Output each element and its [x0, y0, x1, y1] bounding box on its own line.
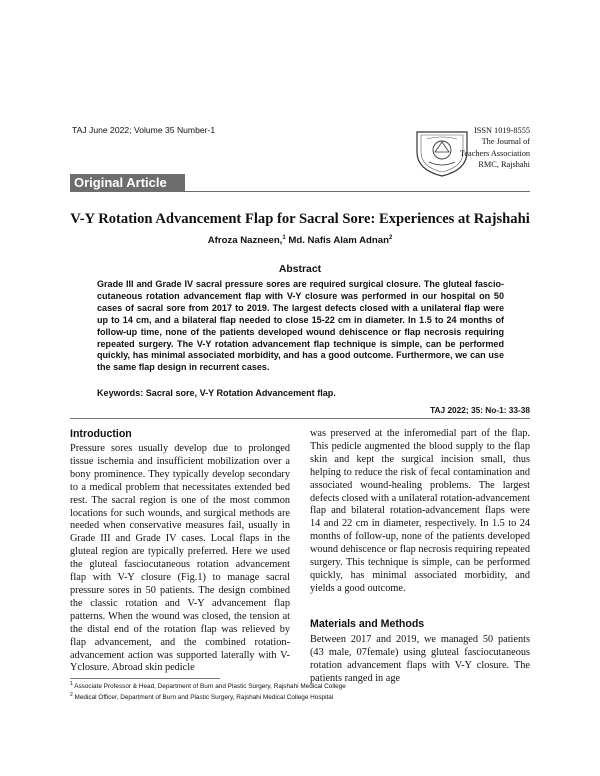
- keywords: Keywords: Sacral sore, V-Y Rotation Advancement flap.: [97, 388, 336, 398]
- introduction-heading: Introduction: [70, 428, 132, 440]
- association-line: Teachers Association: [459, 148, 530, 158]
- article-title: V-Y Rotation Advancement Flap for Sacral Sore: Experiences at Rajshahi: [70, 211, 530, 227]
- author-list: [70, 235, 530, 246]
- citation-line: TAJ 2022; 35: No-1: 33-38: [430, 405, 530, 415]
- abstract-text: Grade III and Grade IV sacral pressure sores are required surgical closure. The gluteal fascio-cutaneous rotation advancement flap with V-Y closure was performed in our hospital on 50 cases of sacral sore from 2017 to 2019. The largest defects closed with a unilateral flap were up to 14 cm, and a bilateral flap needed to close 15-22 cm in diameter. In 1.5 to 24 months of follow-up time, none of the patients developed wound dehiscence or flap necrosis requiring repeated surgery. The V-Y rotation advancement flap technique is simple, can be performed quickly, has minimal associated morbidity, and has a good outcome. Furthermore, we can use the same flap design in recurrent cases.: [97, 279, 504, 373]
- author-affiliation-mark: 2: [388, 235, 393, 241]
- abstract-heading: Abstract: [278, 264, 322, 275]
- author-name: Md. Nafis Alam Adnan: [285, 235, 389, 247]
- introduction-text: Pressure sores usually develop due to prolonged tissue ischemia and insufficient mobilization over a bony prominence. They typically develop secondary to a medical problem that necessitates extended bed rest. The sacral region is one of the most common locations for such wounds, and surgical methods are needed when conservative measures fail, usually in Grade III and Grade IV cases. Local flaps in the gluteal region are typically preferred. Here we used the gluteal fasciocutaneous rotation advancement flap with V-Y closure (Fig.1) to manage sacral pressure sores in 50 patients. The design combined the classic rotation and V-Y advancement flap patterns. When the wound was closed, the tension at the distal end of the rotation flap was relieved by flap advancement, and the combined rotation-advancement action was supported laterally with V-Yclosure. Abroad skin pedicle: [70, 443, 290, 674]
- materials-methods-heading: Materials and Methods: [310, 618, 425, 630]
- footnote-mark: 2: [70, 692, 73, 698]
- introduction-continuation-text: was preserved at the inferomedial part of the flap. This pedicle augmented the blood supply to the flap skin and kept the surgical incision small, thus helping to reduce the risk of fecal contamination and associated wound-healing problems. The largest defects closed with a unilateral rotation-advancement flap and bilateral rotation-advancement flaps were 14 and 22 cm in diameter, respectively. In 1.5 to 24 months of follow-up, none of the patients developed wound dehiscence or flap necrosis requiring repeated surgery. This technique is simple, can be performed quickly, has minimal associated morbidity, and yields a good outcome.: [310, 428, 530, 594]
- footnote-text: Associate Professor & Head, Department of Burn and Plastic Surgery, Rajshahi Medical College: [72, 683, 346, 691]
- issn-line: ISSN 1019-8555: [473, 126, 530, 135]
- article-type-label: Original Article: [70, 174, 185, 191]
- institution-line: RMC, Rajshahi: [478, 160, 530, 170]
- footnote: [70, 692, 530, 701]
- issn-block: [370, 125, 530, 171]
- footnote-text: Medical Officer, Department of Burn and Plastic Surgery, Rajshahi Medical College Hospital: [72, 694, 334, 702]
- author-name: Afroza Nazneen,: [207, 235, 283, 247]
- footnote: [70, 681, 530, 690]
- footnote-mark: 1: [70, 681, 73, 687]
- journal-name-line: The Journal of: [481, 137, 530, 147]
- author-affiliation-mark: 1: [282, 235, 286, 241]
- footnote-divider: [70, 678, 220, 679]
- article-type-bar: [70, 174, 530, 192]
- materials-methods-text: Between 2017 and 2019, we managed 50 patients (43 male, 07female) using gluteal fasciocutaneous rotation advancement flaps with V-Y closure. The patients ranged in age: [310, 634, 530, 684]
- journal-issue-line: TAJ June 2022; Volume 35 Number-1: [72, 125, 216, 135]
- section-divider: [70, 418, 530, 419]
